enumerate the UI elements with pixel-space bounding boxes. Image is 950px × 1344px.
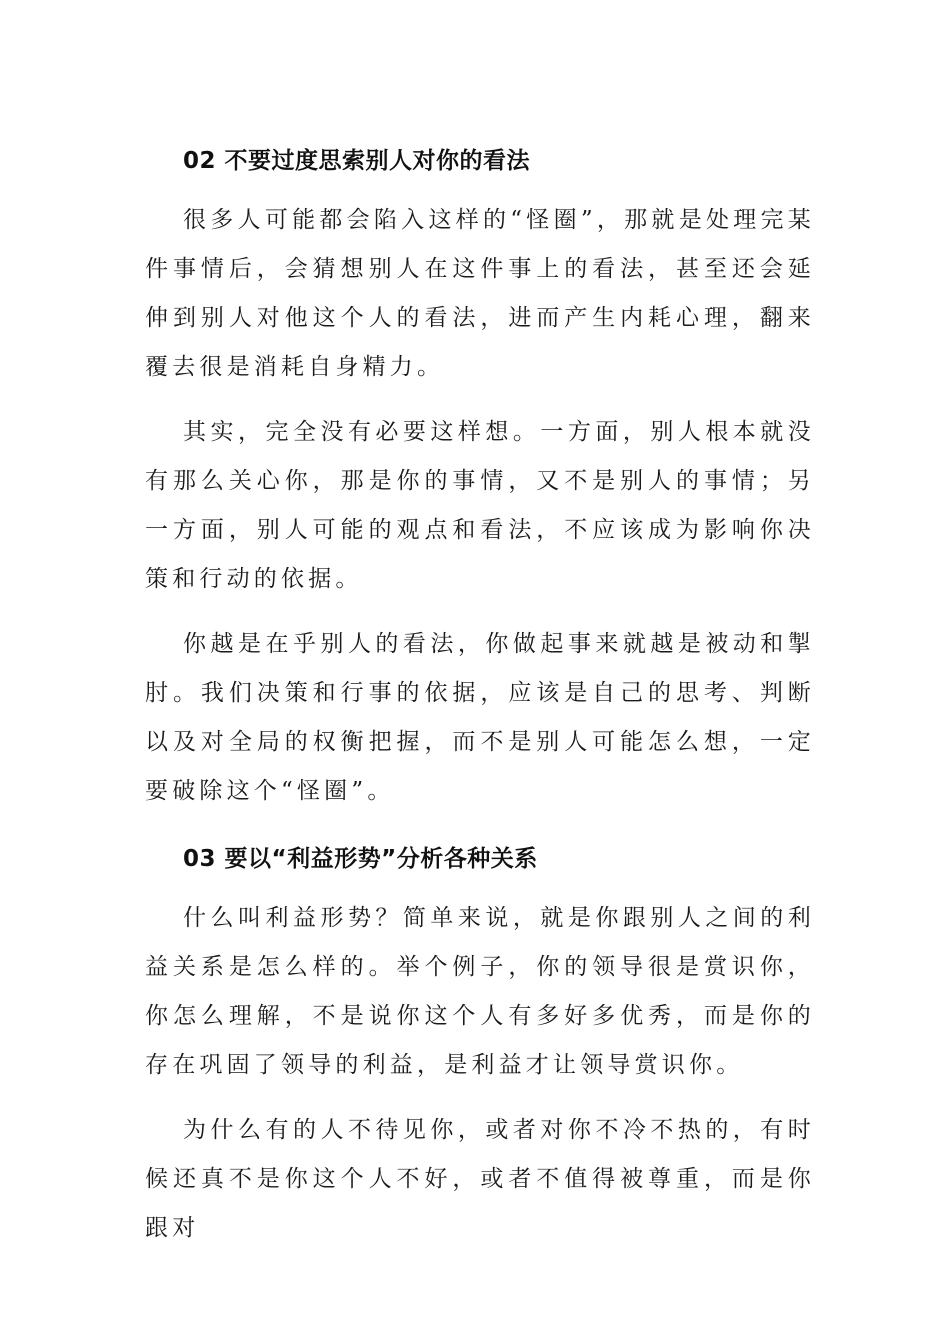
section-heading-02: 02 不要过度思索别人对你的看法 bbox=[183, 148, 531, 174]
section-heading-03: 03 要以“利益形势”分析各种关系 bbox=[183, 846, 538, 872]
paragraph: 你越是在乎别人的看法，你做起事来就越是被动和掣肘。我们决策和行事的依据，应该是自己的思考、判断以及对全局的权衡把握，而不是别人可能怎么想，一定要破除这个“怪圈”。 bbox=[145, 631, 815, 804]
paragraph: 什么叫利益形势？简单来说，就是你跟别人之间的利益关系是怎么样的。举个例子，你的领导很是赏识你，你怎么理解，不是说你这个人有多好多优秀，而是你的存在巩固了领导的利益，是利益才让领导赏识你。 bbox=[145, 905, 815, 1078]
paragraph: 其实，完全没有必要这样想。一方面，别人根本就没有那么关心你，那是你的事情，又不是别人的事情；另一方面，别人可能的观点和看法，不应该成为影响你决策和行动的依据。 bbox=[145, 419, 815, 592]
paragraph: 很多人可能都会陷入这样的“怪圈”，那就是处理完某件事情后，会猜想别人在这件事上的看法，甚至还会延伸到别人对他这个人的看法，进而产生内耗心理，翻来覆去很是消耗自身精力。 bbox=[145, 207, 815, 380]
paragraph: 为什么有的人不待见你，或者对你不冷不热的，有时候还真不是你这个人不好，或者不值得被尊重，而是你跟对 bbox=[145, 1117, 815, 1241]
document-page bbox=[145, 118, 815, 1269]
